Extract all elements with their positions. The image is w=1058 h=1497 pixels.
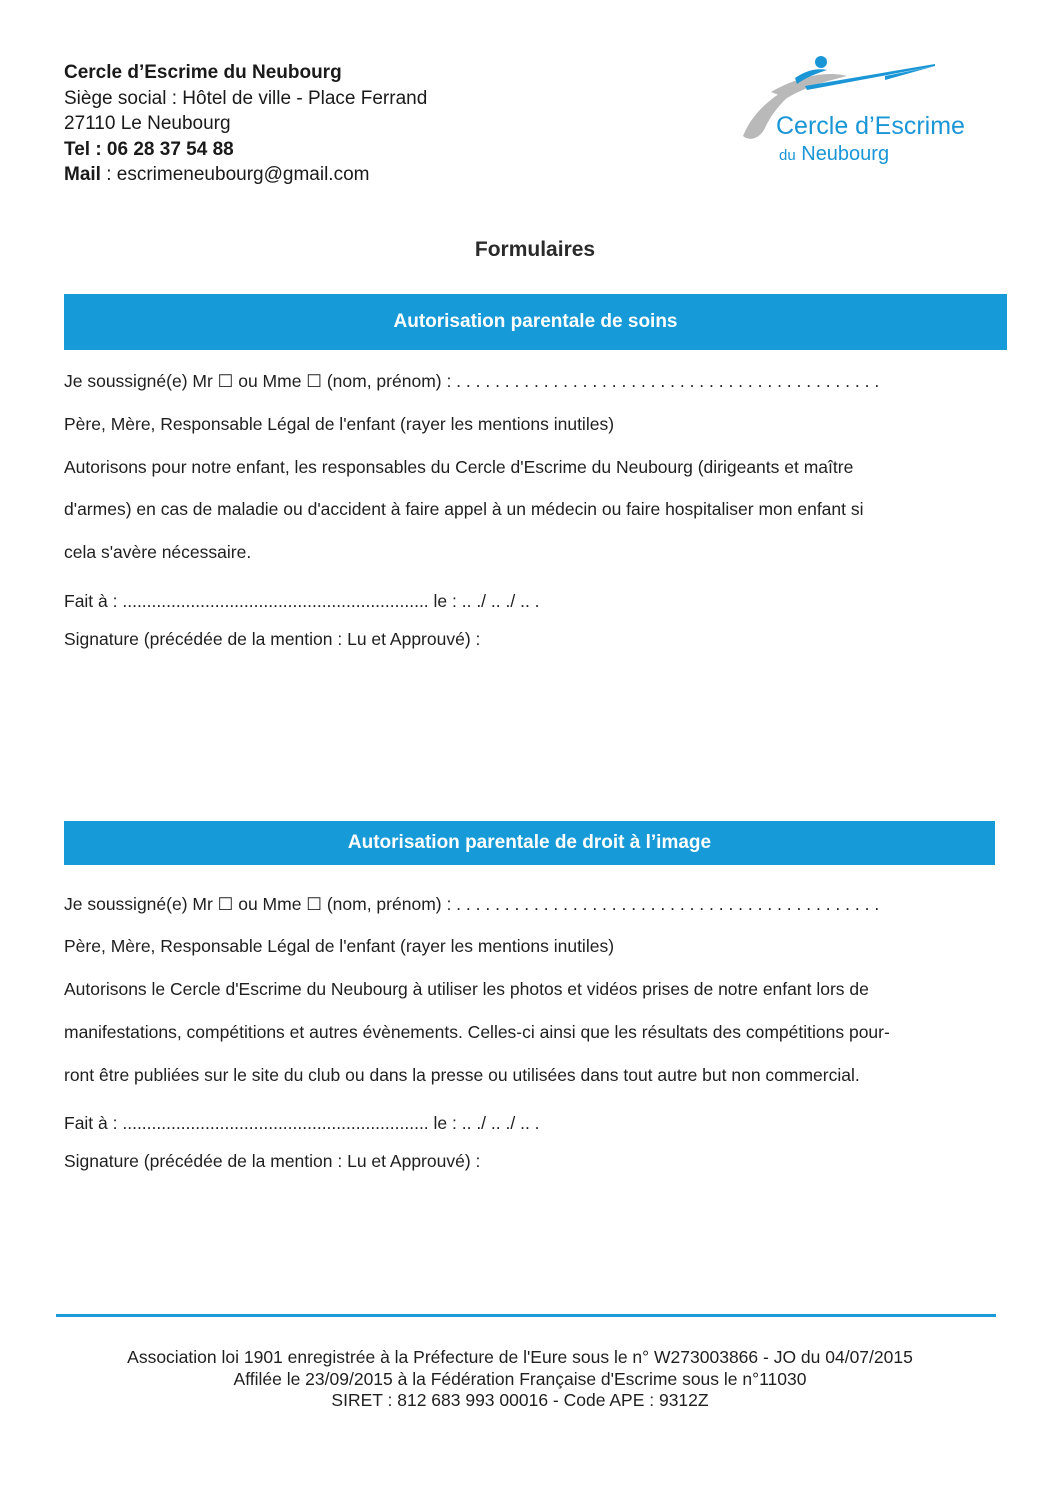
- email-label: Mail: [64, 164, 101, 185]
- club-address-block: [64, 60, 427, 188]
- form-line-authorization: Autorisons pour notre enfant, les responsables du Cercle d'Escrime du Neubourg (dirigeants et maître: [64, 457, 854, 477]
- email-address: : escrimeneubourg@gmail.com: [100, 164, 370, 185]
- form-line-relation: Père, Mère, Responsable Légal de l'enfant (rayer les mentions inutiles): [64, 936, 615, 956]
- headquarters-address: Siège social : Hôtel de ville - Place Ferrand: [64, 87, 428, 109]
- form-line-place-date: Fait à : ............................................................... le : .. ./ .. ./ .. .: [64, 1113, 540, 1133]
- form-line-signature: Signature (précédée de la mention : Lu et Approuvé) :: [64, 629, 481, 649]
- form-line-name: Je soussigné(e) Mr ☐ ou Mme ☐ (nom, prénom) : . . . . . . . . . . . . . . . . . . . . . . . . . . . . . . . . . . . . . . . . . . . .: [64, 371, 880, 391]
- footer-legal: [0, 1347, 1040, 1412]
- postal-city: 27110 Le Neubourg: [64, 113, 231, 134]
- footer-divider: [56, 1314, 996, 1317]
- form-line-place-date: Fait à : ............................................................... le : .. ./ .. ./ .. .: [64, 591, 540, 611]
- phone-number: Tel : 06 28 37 54 88: [64, 138, 234, 160]
- form-line-authorization: Autorisons le Cercle d'Escrime du Neubourg à utiliser les photos et vidéos prises de notre enfant lors de: [64, 979, 869, 999]
- form-line-authorization: manifestations, compétitions et autres évènements. Celles-ci ainsi que les résultats des compétitions pour-: [64, 1022, 890, 1042]
- email-line: [64, 162, 427, 188]
- page-title: Formulaires: [474, 238, 596, 261]
- footer-registration: Association loi 1901 enregistrée à la Préfecture de l'Eure sous le n° W273003866 - JO du 04/07/2015: [127, 1347, 913, 1367]
- logo-text-neubourg: Neubourg: [795, 143, 890, 165]
- logo-text-line2: [779, 143, 889, 166]
- logo-text-line1: Cercle d’Escrime: [776, 112, 965, 140]
- section-heading-care: Autorisation parentale de soins: [64, 294, 1007, 350]
- logo-text-du: du: [779, 147, 796, 164]
- form-line-signature: Signature (précédée de la mention : Lu et Approuvé) :: [64, 1151, 481, 1171]
- form-line-authorization: ront être publiées sur le site du club ou dans la presse ou utilisées dans tout autre but non commercial.: [64, 1065, 860, 1085]
- club-name: Cercle d’Escrime du Neubourg: [64, 62, 342, 83]
- form-line-authorization: d'armes) en cas de maladie ou d'accident à faire appel à un médecin ou faire hospitaliser mon enfant si: [64, 499, 864, 519]
- form-line-relation: Père, Mère, Responsable Légal de l'enfant (rayer les mentions inutiles): [64, 414, 615, 434]
- footer-siret: SIRET : 812 683 993 00016 - Code APE : 9312Z: [331, 1390, 709, 1410]
- form-line-name: Je soussigné(e) Mr ☐ ou Mme ☐ (nom, prénom) : . . . . . . . . . . . . . . . . . . . . . . . . . . . . . . . . . . . . . . . . . . . .: [64, 894, 880, 914]
- logo-figure-head: [815, 56, 827, 68]
- section-heading-image-rights: Autorisation parentale de droit à l’image: [64, 821, 995, 865]
- form-line-authorization: cela s'avère nécessaire.: [64, 542, 252, 562]
- footer-affiliation: Affilée le 23/09/2015 à la Fédération Française d'Escrime sous le n°11030: [233, 1368, 807, 1389]
